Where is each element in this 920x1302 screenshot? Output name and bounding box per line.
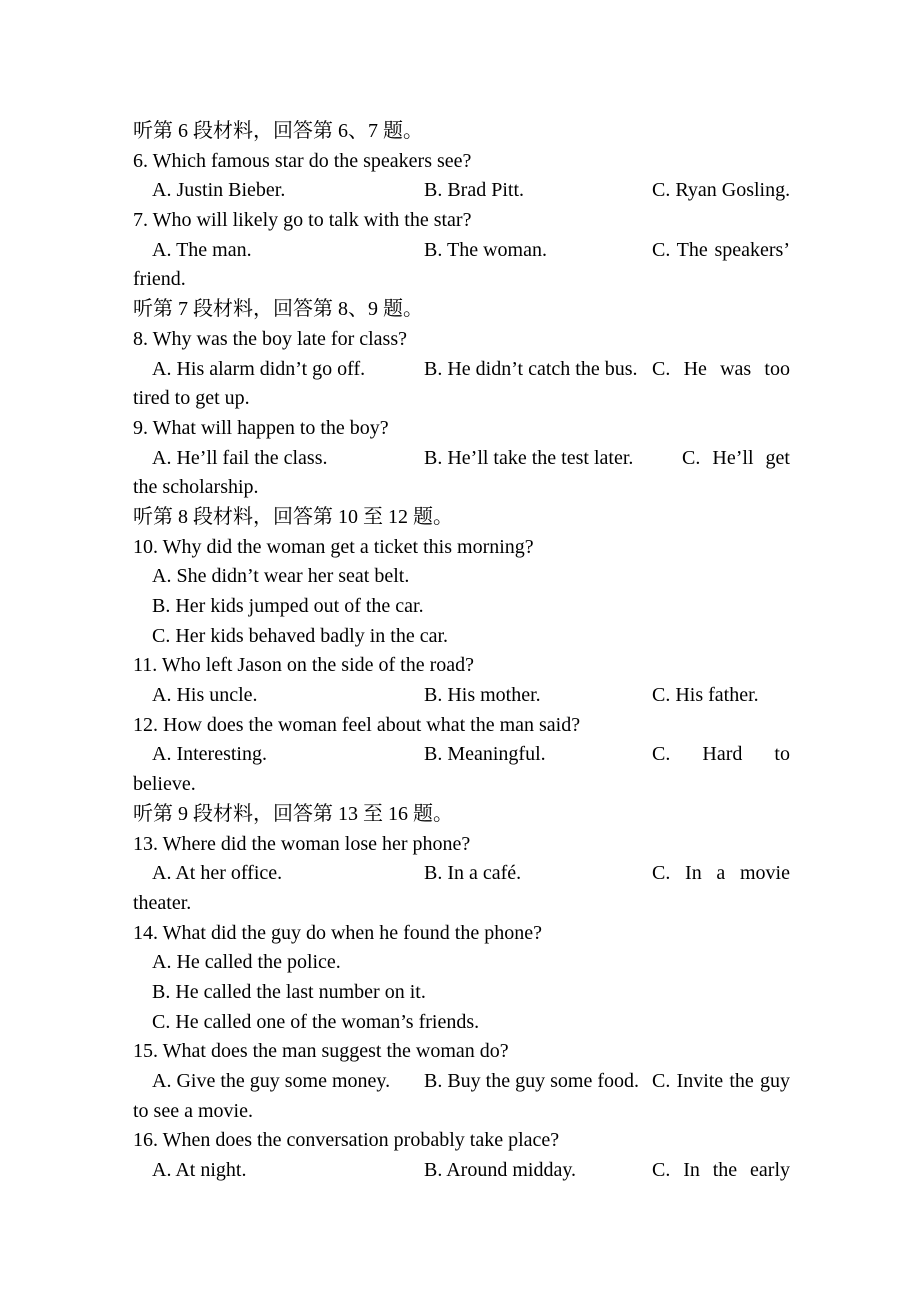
section-instruction: 听第 7 段材料，回答第 8、9 题。 [133, 298, 423, 321]
options-row-q6 [133, 176, 791, 206]
question-13: 13. Where did the woman lose her phone? [133, 832, 471, 855]
option-b: B. Meaningful. [424, 743, 546, 766]
option-a: A. The man. [152, 238, 252, 261]
option-c-continuation: tired to get up. [133, 387, 250, 410]
option-b: B. In a café. [424, 862, 522, 885]
option-b: B. Her kids jumped out of the car. [152, 595, 424, 617]
options-row-q8 [133, 355, 791, 385]
section-instruction: 听第 6 段材料，回答第 6、7 题。 [133, 120, 423, 142]
option-b: B. Brad Pitt. [424, 179, 525, 202]
question-11: 11. Who left Jason on the side of the road? [133, 654, 475, 677]
section-instruction: 听第 9 段材料，回答第 13 至 16 题。 [133, 802, 453, 825]
option-c: C. Her kids behaved badly in the car. [152, 624, 449, 647]
option-c-continuation: to see a movie. [133, 1099, 253, 1122]
option-a: A. At her office. [152, 862, 283, 885]
option-a: A. Interesting. [152, 743, 267, 766]
option-b: B. His mother. [424, 684, 541, 707]
option-c: C. The speakers’ [652, 238, 790, 261]
options-row-q11 [133, 681, 791, 711]
option-c-continuation: friend. [133, 268, 186, 291]
option-b: B. Buy the guy some food. [424, 1070, 639, 1092]
option-a: A. He’ll fail the class. [152, 446, 328, 469]
question-6: 6. Which famous star do the speakers see? [133, 149, 472, 172]
option-a: A. Give the guy some money. [152, 1070, 391, 1092]
options-row-q13 [133, 859, 791, 889]
option-a: A. His uncle. [152, 684, 258, 707]
option-c: C. Hard to [652, 743, 790, 766]
option-c: C. Invite the guy [652, 1070, 790, 1092]
question-9: 9. What will happen to the boy? [133, 416, 389, 439]
question-10: 10. Why did the woman get a ticket this morning? [133, 535, 534, 558]
options-row-q12 [133, 740, 791, 770]
option-c: C. He was too [652, 357, 790, 380]
question-15: 15. What does the man suggest the woman do? [133, 1040, 509, 1063]
option-b: B. Around midday. [424, 1159, 577, 1182]
question-7: 7. Who will likely go to talk with the star? [133, 209, 472, 232]
option-b: B. He called the last number on it. [152, 980, 426, 1003]
question-16: 16. When does the conversation probably take place? [133, 1129, 560, 1152]
option-c: C. He called one of the woman’s friends. [152, 1010, 480, 1033]
option-a: A. Justin Bieber. [152, 179, 286, 202]
option-b: B. He didn’t catch the bus. [424, 357, 638, 380]
option-b: B. He’ll take the test later. [424, 446, 634, 469]
option-c-continuation: theater. [133, 891, 192, 914]
exam-page [133, 117, 791, 1186]
option-c: C. In a movie [652, 862, 790, 885]
question-14: 14. What did the guy do when he found the phone? [133, 921, 542, 944]
question-12: 12. How does the woman feel about what the man said? [133, 713, 581, 736]
options-row-q7 [133, 236, 791, 266]
option-b: B. The woman. [424, 238, 547, 261]
option-c: C. He’ll get [682, 446, 790, 469]
option-c: C. His father. [652, 684, 759, 707]
option-a: A. His alarm didn’t go off. [152, 357, 366, 380]
section-instruction: 听第 8 段材料，回答第 10 至 12 题。 [133, 505, 453, 528]
option-c: C. Ryan Gosling. [652, 179, 791, 202]
option-a: A. He called the police. [152, 951, 341, 974]
question-8: 8. Why was the boy late for class? [133, 327, 407, 350]
option-c: C. In the early [652, 1159, 790, 1182]
options-row-q16 [133, 1156, 791, 1186]
options-row-q15 [133, 1067, 791, 1097]
options-row-q9 [133, 444, 791, 474]
option-c-continuation: believe. [133, 773, 196, 796]
option-a: A. She didn’t wear her seat belt. [152, 565, 410, 588]
option-a: A. At night. [152, 1159, 247, 1182]
option-c-continuation: the scholarship. [133, 476, 259, 499]
